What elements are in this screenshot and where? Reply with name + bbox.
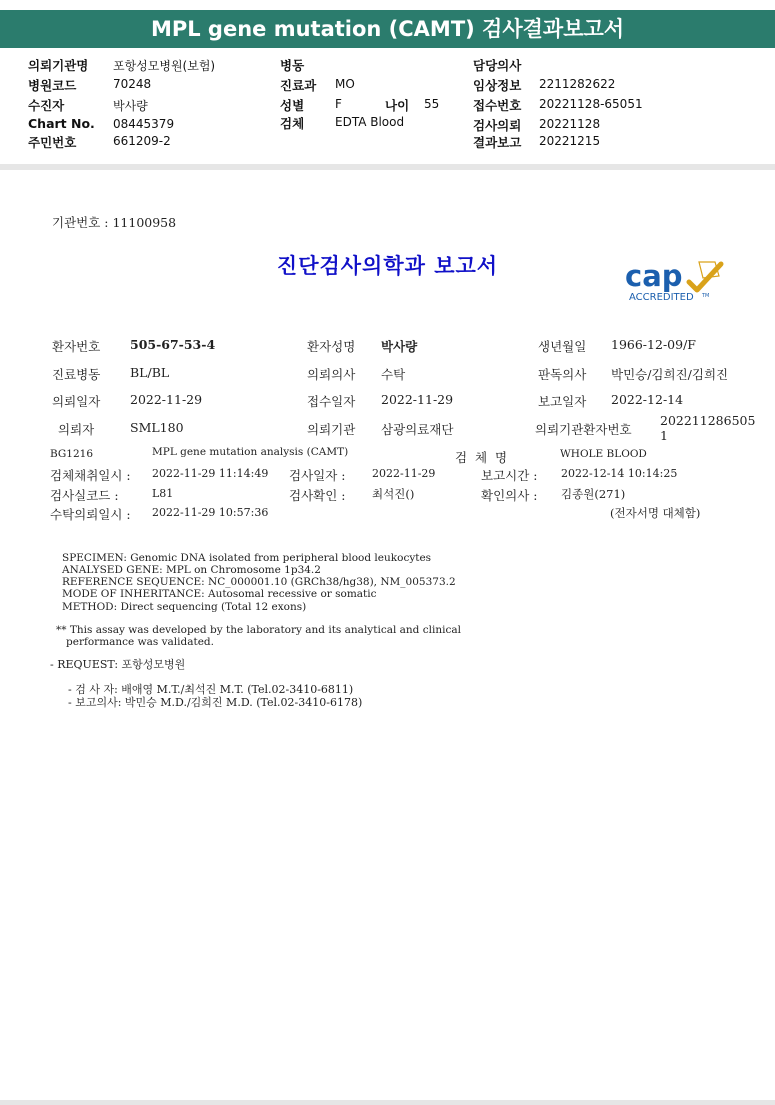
ward-label: 병동 <box>280 58 305 73</box>
report-heading: 진단검사의학과 보고서 <box>276 253 499 278</box>
requester-value: SML180 <box>130 420 184 435</box>
patient-name-label: 환자성명 <box>307 339 356 354</box>
patient-name-value: 박사량 <box>381 339 418 354</box>
patient-no-value: 505-67-53-4 <box>130 337 216 352</box>
receipt-no-label: 접수번호 <box>473 98 522 113</box>
report-title-bar <box>0 10 775 48</box>
report-time-label: 보고시간 : <box>481 468 538 483</box>
detail-reference: REFERENCE SEQUENCE: NC_000001.10 (GRCh38/hg38), NM_005373.2 <box>62 576 456 588</box>
hospital-code-label: 병원코드 <box>28 78 77 93</box>
ward-field-value: BL/BL <box>130 365 170 380</box>
report-title: MPL gene mutation (CAMT) 검사결과보고서 <box>150 17 625 41</box>
requesting-institution-label: 의뢰기관 <box>307 422 356 437</box>
clinical-info-value: 2211282622 <box>539 77 616 91</box>
test-date-value: 2022-11-29 <box>372 467 436 480</box>
detail-gene: ANALYSED GENE: MPL on Chromosome 1p34.2 <box>62 564 321 576</box>
result-report-value: 20221215 <box>539 134 601 148</box>
cap-accredited-logo <box>623 256 728 304</box>
consign-time-value: 2022-11-29 10:57:36 <box>152 506 269 519</box>
test-confirm-label: 검사확인 : <box>289 488 346 503</box>
requesting-institution-value: 삼광의료재단 <box>381 422 454 437</box>
institution-patient-no-value: 202211286505 <box>660 413 756 428</box>
report-time-value: 2022-12-14 10:14:25 <box>561 467 678 480</box>
birth-date-value: 1966-12-09/F <box>611 337 696 352</box>
cap-logo-word: cap <box>625 259 683 293</box>
lab-code-label: 검사실코드 : <box>50 488 119 503</box>
ward-field-label: 진료병동 <box>52 367 101 382</box>
department-value: MO <box>335 77 355 91</box>
report-date-label: 보고일자 <box>538 394 587 409</box>
tester-line: - 검 사 자: 배애영 M.T./최석진 M.T. (Tel.02-3410-6811) <box>68 683 354 696</box>
patient-value: 박사량 <box>113 99 148 113</box>
request-date-label: 검사의뢰 <box>473 118 522 133</box>
specimen-type-label: 검체 <box>280 116 305 131</box>
order-date-label: 의뢰일자 <box>52 394 101 409</box>
detail-specimen: SPECIMEN: Genomic DNA isolated from peripheral blood leukocytes <box>62 552 432 564</box>
confirm-doctor-value: 김종원(271) <box>561 487 626 501</box>
collection-time-label: 검체채취일시 : <box>50 468 131 483</box>
specimen-name-value: WHOLE BLOOD <box>560 448 647 460</box>
report-doctor-line: - 보고의사: 박민승 M.D./김희진 M.D. (Tel.02-3410-6178) <box>68 696 363 709</box>
receipt-no-value: 20221128-65051 <box>539 97 643 111</box>
patient-label: 수진자 <box>28 98 65 113</box>
patient-no-label: 환자번호 <box>52 339 101 354</box>
specimen-name-label: 검 체 명 <box>455 450 508 465</box>
request-line: - REQUEST: 포항성모병원 <box>50 658 186 671</box>
report-date-value: 2022-12-14 <box>611 392 684 407</box>
requester-label: 의뢰자 <box>58 422 95 437</box>
request-date-value: 20221128 <box>539 117 601 131</box>
cap-logo-sub: ACCREDITED <box>629 292 694 303</box>
receipt-date-label: 접수일자 <box>307 394 356 409</box>
validation-note-line2: performance was validated. <box>56 636 214 648</box>
cap-logo-tm: TM <box>702 293 710 299</box>
resident-no-label: 주민번호 <box>28 135 77 150</box>
institution-patient-no-label: 의뢰기관환자번호 <box>535 422 632 437</box>
detail-method: METHOD: Direct sequencing (Total 12 exons) <box>62 601 307 613</box>
resident-no-value: 661209-2 <box>113 134 171 148</box>
hospital-name-label: 의뢰기관명 <box>28 58 89 73</box>
consign-time-label: 수탁의뢰일시 : <box>50 507 131 522</box>
age-value: 55 <box>424 97 440 111</box>
sex-value: F <box>335 97 342 111</box>
result-report-label: 결과보고 <box>473 135 522 150</box>
lab-code-value: L81 <box>152 487 174 500</box>
order-date-value: 2022-11-29 <box>130 392 203 407</box>
birth-date-label: 생년월일 <box>538 339 587 354</box>
hospital-code-value: 70248 <box>113 77 152 91</box>
reading-doctor-value: 박민승/김희진/김희진 <box>611 367 729 382</box>
chart-no-label: Chart No. <box>28 116 95 131</box>
requesting-doctor-label: 의뢰의사 <box>307 367 356 382</box>
institution-patient-no-value-cont: 1 <box>660 428 668 443</box>
header-divider <box>0 164 775 170</box>
test-name: MPL gene mutation analysis (CAMT) <box>152 446 349 458</box>
clinical-info-label: 임상정보 <box>473 78 522 93</box>
receipt-date-value: 2022-11-29 <box>381 392 454 407</box>
department-label: 진료과 <box>280 78 317 93</box>
collection-time-value: 2022-11-29 11:14:49 <box>152 467 269 480</box>
sex-label: 성별 <box>280 98 305 113</box>
test-code: BG1216 <box>50 448 94 460</box>
test-date-label: 검사일자 : <box>289 468 346 483</box>
institution-number: 기관번호 : 11100958 <box>52 215 177 230</box>
test-confirm-value: 최석진() <box>372 487 415 501</box>
reading-doctor-label: 판독의사 <box>538 367 587 382</box>
e-signature-note: (전자서명 대체함) <box>610 506 701 520</box>
hospital-name-value: 포항성모병원(보험) <box>113 59 216 73</box>
footer-divider <box>0 1100 775 1105</box>
specimen-type-value: EDTA Blood <box>335 115 405 129</box>
detail-inheritance: MODE OF INHERITANCE: Autosomal recessive or somatic <box>62 588 377 600</box>
confirm-doctor-label: 확인의사 : <box>481 488 538 503</box>
validation-note-line1: ** This assay was developed by the laboratory and its analytical and clinical <box>56 624 461 636</box>
doctor-label: 담당의사 <box>473 58 522 73</box>
chart-no-value: 08445379 <box>113 117 175 131</box>
requesting-doctor-value: 수탁 <box>381 367 406 382</box>
age-label: 나이 <box>385 98 410 113</box>
